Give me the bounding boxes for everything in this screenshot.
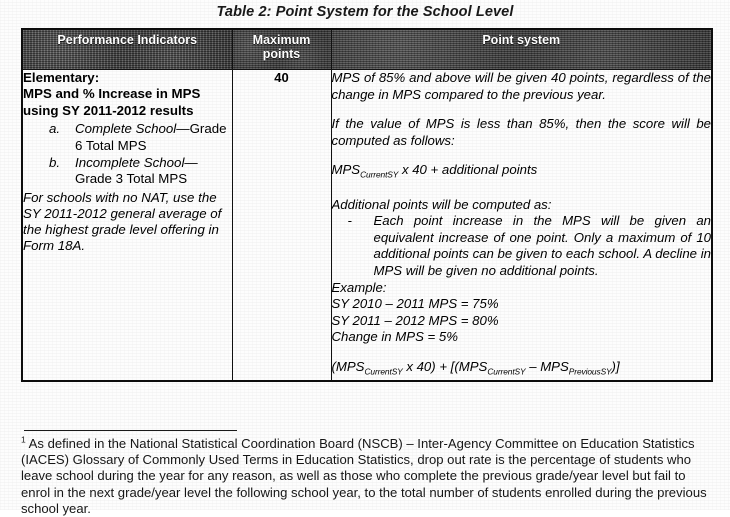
example-line-sy-2011-2012: SY 2011 – 2012 MPS = 80% bbox=[331, 312, 499, 328]
example-line-sy-2010-2011: SY 2010 – 2011 MPS = 75% bbox=[331, 296, 499, 312]
column-header-performance-indicators: Performance Indicators bbox=[22, 29, 232, 70]
indicator-item-list bbox=[23, 121, 232, 188]
formula2-mid-2: – MPS bbox=[525, 358, 569, 374]
column-header-maximum-points: Maximum points bbox=[232, 29, 331, 70]
column-header-point-system: Point system bbox=[331, 29, 712, 70]
formula2-close: )] bbox=[611, 358, 620, 374]
indicator-note: For schools with no NAT, use the SY 2011-2012 general average of the highest grade level offering in Form 18A. bbox=[23, 189, 222, 254]
list-item bbox=[348, 213, 712, 279]
footnote-text: As defined in the National Statistical Coordination Board (NSCB) – Inter-Agency Committee on Education Statistics (IACES) Glossary of Commonly Used Terms in Education Statistics, drop out rate is the percentage of students who leave school during the year for any reason, as well as those who complete the previous grade/year level but fail to enrol in the next grade/year level the following school year, to the total number of students enrolled during the previous school year. bbox=[21, 436, 707, 516]
list-item bbox=[49, 155, 232, 188]
additional-points-text: Each point increase in the MPS will be given an equivalent increase of one point. Only a maximum of 10 additional points can be given to each school. A decline in MPS will be given no additional points. bbox=[373, 213, 711, 278]
additional-points-list bbox=[332, 213, 712, 279]
footnote-marker: 1 bbox=[21, 434, 26, 445]
page-title: Table 2: Point System for the School Level bbox=[216, 4, 514, 20]
point-system-paragraph-1: MPS of 85% and above will be given 40 points, regardless of the change in MPS compared to the previous year. bbox=[331, 70, 711, 102]
example-label: Example: bbox=[331, 279, 387, 295]
formula-term-mps: MPS bbox=[331, 162, 361, 178]
formula2-subscript-current-sy-1: CurrentSY bbox=[364, 366, 403, 377]
point-system-paragraph-2: If the value of MPS is less than 85%, then the score will be computed as follows: bbox=[331, 116, 711, 148]
list-item-marker: a. bbox=[49, 121, 61, 137]
formula2-mid: x 40) + [(MPS bbox=[402, 358, 488, 374]
maximum-points-value: 40 bbox=[274, 70, 289, 85]
table-row bbox=[22, 70, 712, 382]
table-header-row bbox=[22, 29, 712, 70]
formula-subscript-current-sy: CurrentSY bbox=[360, 170, 399, 181]
formula2-subscript-previous-sy: PreviousSY bbox=[568, 366, 612, 377]
footnote-separator-rule bbox=[24, 430, 237, 431]
dash-bullet-marker: - bbox=[347, 213, 352, 229]
point-system-table bbox=[21, 28, 713, 382]
list-item-label-italic: Complete School bbox=[75, 121, 177, 137]
list-item-label-plain: —Grade 6 Total MPS bbox=[75, 121, 227, 153]
formula2-subscript-current-sy-2: CurrentSY bbox=[487, 366, 526, 377]
formula-base-score bbox=[332, 162, 712, 183]
example-block bbox=[332, 280, 712, 346]
list-item-marker: b. bbox=[49, 155, 61, 171]
list-item-label-plain: —Grade 3 Total MPS bbox=[75, 155, 198, 187]
list-item-label-italic: Incomplete School bbox=[75, 155, 185, 171]
indicator-heading: Elementary: bbox=[23, 70, 100, 85]
example-line-change-in-mps: Change in MPS = 5% bbox=[331, 329, 458, 345]
cell-maximum-points bbox=[232, 70, 331, 382]
formula-tail: x 40 + additional points bbox=[398, 162, 538, 178]
footnote bbox=[21, 436, 711, 517]
point-system-paragraph-3: Additional points will be computed as: bbox=[331, 196, 552, 212]
cell-point-system bbox=[331, 70, 712, 382]
indicator-description: MPS and % Increase in MPS using SY 2011-2012 results bbox=[23, 86, 201, 118]
list-item bbox=[49, 121, 232, 154]
formula-total-score bbox=[332, 359, 712, 380]
formula2-open: (MPS bbox=[331, 358, 365, 374]
cell-performance-indicator bbox=[22, 70, 232, 382]
